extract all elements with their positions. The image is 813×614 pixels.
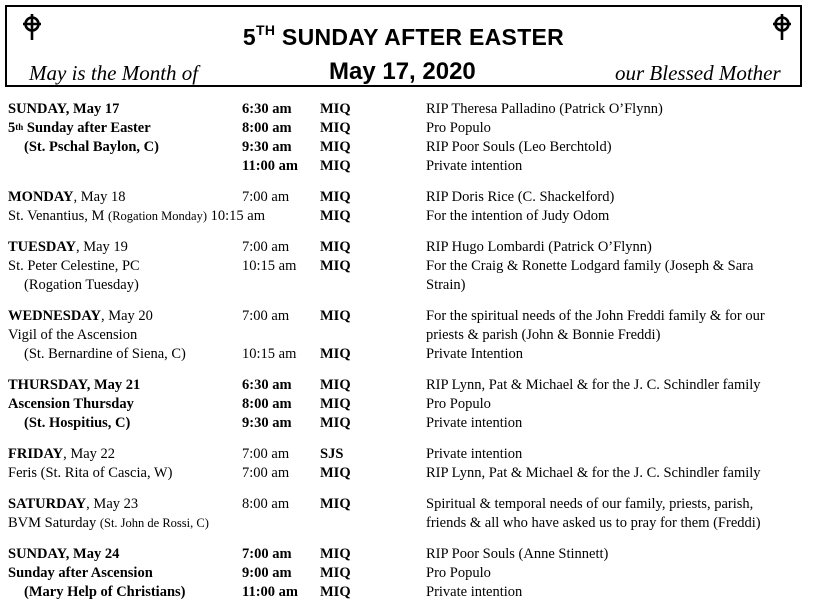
schedule-day xyxy=(0,376,813,433)
mass-location: MIQ xyxy=(320,258,351,274)
schedule-line xyxy=(0,514,813,533)
schedule-line xyxy=(0,564,813,583)
mass-intention: RIP Lynn, Pat & Michael & for the J. C. Schindler family xyxy=(426,377,761,393)
month-dedication-left: May is the Month of xyxy=(29,61,199,85)
day-label: Sunday after Ascension xyxy=(8,565,153,581)
schedule-line xyxy=(0,545,813,564)
mass-intention: RIP Poor Souls (Anne Stinnett) xyxy=(426,546,609,562)
mass-location: MIQ xyxy=(320,239,351,255)
mass-intention: friends & all who have asked us to pray for them (Freddi) xyxy=(426,515,761,531)
mass-time: 6:30 am xyxy=(242,377,292,393)
day-label: St. Peter Celestine, PC xyxy=(8,258,140,274)
schedule-line xyxy=(0,138,813,157)
mass-location: MIQ xyxy=(320,139,351,155)
schedule-day xyxy=(0,238,813,295)
schedule-line xyxy=(0,345,813,364)
schedule-day xyxy=(0,545,813,602)
day-label: WEDNESDAY, May 20 xyxy=(8,308,153,324)
day-label: BVM Saturday (St. John de Rossi, C) xyxy=(8,515,209,531)
day-label: TUESDAY, May 19 xyxy=(8,239,128,255)
mass-location: MIQ xyxy=(320,308,351,324)
schedule-day xyxy=(0,445,813,483)
schedule-line xyxy=(0,414,813,433)
schedule-day xyxy=(0,100,813,176)
day-label: (St. Pschal Baylon, C) xyxy=(24,139,159,155)
mass-intention: Private intention xyxy=(426,446,523,462)
mass-location: MIQ xyxy=(320,546,351,562)
mass-intention: RIP Poor Souls (Leo Berchtold) xyxy=(426,139,612,155)
mass-intention: For the spiritual needs of the John Freddi family & for our xyxy=(426,308,765,324)
mass-intention: RIP Theresa Palladino (Patrick O’Flynn) xyxy=(426,101,663,117)
mass-time: 9:30 am xyxy=(242,415,292,431)
schedule-line xyxy=(0,583,813,602)
day-label: SUNDAY, May 24 xyxy=(8,546,120,562)
day-label: Vigil of the Ascension xyxy=(8,327,138,343)
mass-location: MIQ xyxy=(320,415,351,431)
mass-location: MIQ xyxy=(320,189,351,205)
mass-time: 7:00 am xyxy=(242,308,290,324)
mass-location: MIQ xyxy=(320,120,351,136)
day-label: THURSDAY, May 21 xyxy=(8,377,141,393)
mass-intention: Pro Populo xyxy=(426,396,491,412)
mass-intention: RIP Doris Rice (C. Shackelford) xyxy=(426,189,615,205)
mass-location: MIQ xyxy=(320,396,351,412)
mass-time: 11:00 am xyxy=(242,158,298,174)
mass-location: SJS xyxy=(320,446,344,462)
mass-time: 10:15 am xyxy=(242,258,297,274)
schedule-line xyxy=(0,376,813,395)
mass-intention: Private intention xyxy=(426,158,523,174)
header-box xyxy=(5,5,802,87)
day-label: (Mary Help of Christians) xyxy=(24,584,186,600)
mass-intention: RIP Lynn, Pat & Michael & for the J. C. Schindler family xyxy=(426,465,761,481)
mass-time: 7:00 am xyxy=(242,239,290,255)
mass-intention: priests & parish (John & Bonnie Freddi) xyxy=(426,327,661,343)
schedule-line xyxy=(0,495,813,514)
day-label: 5th Sunday after Easter xyxy=(8,120,151,136)
day-label: SATURDAY, May 23 xyxy=(8,496,139,512)
schedule-line xyxy=(0,207,813,226)
mass-intention: For the Craig & Ronette Lodgard family (Joseph & Sara xyxy=(426,258,754,274)
mass-time: 7:00 am xyxy=(242,446,290,462)
mass-time: 8:00 am xyxy=(242,120,292,136)
mass-location: MIQ xyxy=(320,208,351,224)
mass-location: MIQ xyxy=(320,377,351,393)
day-label: FRIDAY, May 22 xyxy=(8,446,116,462)
schedule-line xyxy=(0,395,813,414)
schedule-line xyxy=(0,100,813,119)
day-label: (Rogation Tuesday) xyxy=(24,277,139,293)
mass-time: 9:30 am xyxy=(242,139,292,155)
schedule-line xyxy=(0,326,813,345)
mass-time: 7:00 am xyxy=(242,189,290,205)
mass-intention: Pro Populo xyxy=(426,565,491,581)
mass-location: MIQ xyxy=(320,565,351,581)
schedule-line xyxy=(0,445,813,464)
schedule-day xyxy=(0,188,813,226)
day-label: St. Venantius, M (Rogation Monday) 10:15 am xyxy=(8,208,265,224)
mass-location: MIQ xyxy=(320,101,351,117)
mass-intention: For the intention of Judy Odom xyxy=(426,208,610,224)
day-label: MONDAY, May 18 xyxy=(8,189,126,205)
schedule-line xyxy=(0,257,813,276)
bulletin-date: May 17, 2020 xyxy=(329,58,476,85)
mass-time: 11:00 am xyxy=(242,584,298,600)
day-label: SUNDAY, May 17 xyxy=(8,101,120,117)
mass-location: MIQ xyxy=(320,584,351,600)
day-label: (St. Bernardine of Siena, C) xyxy=(24,346,186,362)
day-label: Ascension Thursday xyxy=(8,396,134,412)
schedule-day xyxy=(0,307,813,364)
mass-time: 9:00 am xyxy=(242,565,292,581)
mass-time: 10:15 am xyxy=(242,346,297,362)
mass-time: 7:00 am xyxy=(242,546,292,562)
mass-intention: Strain) xyxy=(426,277,466,293)
day-label: Feris (St. Rita of Cascia, W) xyxy=(8,465,173,481)
mass-time: 8:00 am xyxy=(242,496,290,512)
mass-location: MIQ xyxy=(320,346,351,362)
schedule-line xyxy=(0,238,813,257)
schedule-line xyxy=(0,276,813,295)
schedule-line xyxy=(0,119,813,138)
schedule-line xyxy=(0,307,813,326)
mass-time: 6:30 am xyxy=(242,101,292,117)
mass-time: 8:00 am xyxy=(242,396,292,412)
mass-intention: Pro Populo xyxy=(426,120,491,136)
schedule-line xyxy=(0,157,813,176)
schedule-line xyxy=(0,464,813,483)
mass-intention: Spiritual & temporal needs of our family, priests, parish, xyxy=(426,496,754,512)
mass-location: MIQ xyxy=(320,158,351,174)
page-title: 5TH SUNDAY AFTER EASTER xyxy=(242,22,565,50)
day-label: (St. Hospitius, C) xyxy=(24,415,131,431)
mass-time: 7:00 am xyxy=(242,465,290,481)
mass-intention: Private intention xyxy=(426,415,523,431)
mass-schedule xyxy=(0,100,813,614)
mass-location: MIQ xyxy=(320,496,351,512)
mass-intention: Private Intention xyxy=(426,346,524,362)
schedule-day xyxy=(0,495,813,533)
mass-location: MIQ xyxy=(320,465,351,481)
month-dedication-right: our Blessed Mother xyxy=(615,61,781,85)
schedule-line xyxy=(0,188,813,207)
mass-intention: RIP Hugo Lombardi (Patrick O’Flynn) xyxy=(426,239,652,255)
mass-intention: Private intention xyxy=(426,584,523,600)
